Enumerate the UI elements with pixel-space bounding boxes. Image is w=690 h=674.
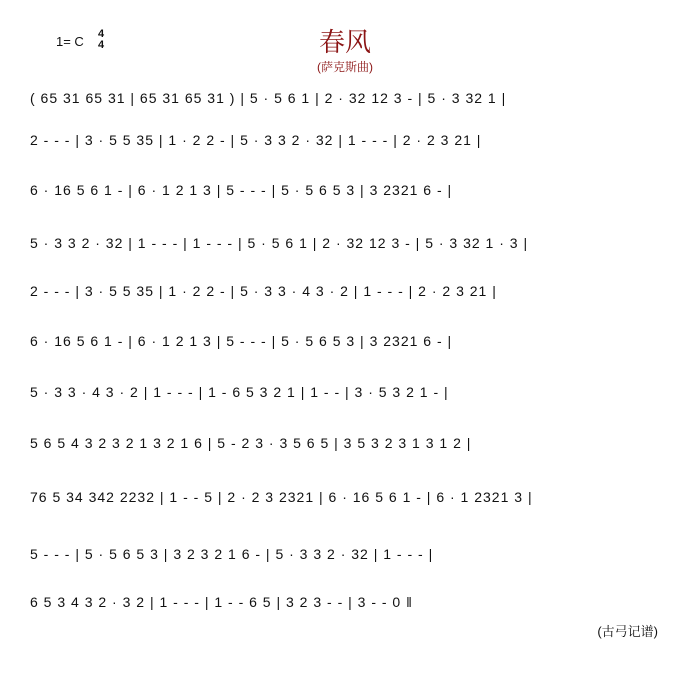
song-subtitle: (萨克斯曲) (317, 60, 373, 74)
score-line-3: 6 · 16 5 6 1 - | 6 · 1 2 1 3 | 5 - - - | 5 · 5 6 5 3 | 3 2321 6 - | (30, 182, 453, 198)
score-line-6: 6 · 16 5 6 1 - | 6 · 1 2 1 3 | 5 - - - | 5 · 5 6 5 3 | 3 2321 6 - | (30, 333, 453, 349)
score-line-8: 5 6 5 4 3 2 3 2 1 3 2 1 6 | 5 - 2 3 · 3 5 6 5 | 3 5 3 2 3 1 3 1 2 | (30, 435, 472, 451)
score-line-5: 2 - - - | 3 · 5 5 35 | 1 · 2 2 - | 5 · 3 3 · 4 3 · 2 | 1 - - - | 2 · 2 3 21 | (30, 283, 497, 299)
score-line-9: 76 5 34 342 2232 | 1 - - 5 | 2 · 2 3 2321 | 6 · 16 5 6 1 - | 6 · 1 2321 3 | (30, 489, 533, 505)
credit-text: (古弓记谱) (597, 624, 658, 639)
score-line-10: 5 - - - | 5 · 5 6 5 3 | 3 2 3 2 1 6 - | 5 · 3 3 2 · 32 | 1 - - - | (30, 546, 434, 562)
score-line-2: 2 - - - | 3 · 5 5 35 | 1 · 2 2 - | 5 · 3 3 2 · 32 | 1 - - - | 2 · 2 3 21 | (30, 132, 482, 148)
song-title: 春风 (318, 28, 371, 58)
time-denominator: 4 (98, 39, 105, 51)
time-numerator: 4 (98, 28, 105, 40)
score-line-1: ( 65 31 65 31 | 65 31 65 31 ) | 5 · 5 6 1 | 2 · 32 12 3 - | 5 · 3 32 1 | (30, 90, 507, 106)
score-line-4: 5 · 3 3 2 · 32 | 1 - - - | 1 - - - | 5 · 5 6 1 | 2 · 32 12 3 - | 5 · 3 32 1 · 3 | (30, 235, 529, 251)
score-line-7: 5 · 3 3 · 4 3 · 2 | 1 - - - | 1 - 6 5 3 2 1 | 1 - - | 3 · 5 3 2 1 - | (30, 384, 449, 400)
key-signature: 1= C (56, 34, 84, 49)
score-line-11: 6 5 3 4 3 2 · 3 2 | 1 - - - | 1 - - 6 5 | 3 2 3 - - | 3 - - 0 ‖ (30, 594, 413, 610)
